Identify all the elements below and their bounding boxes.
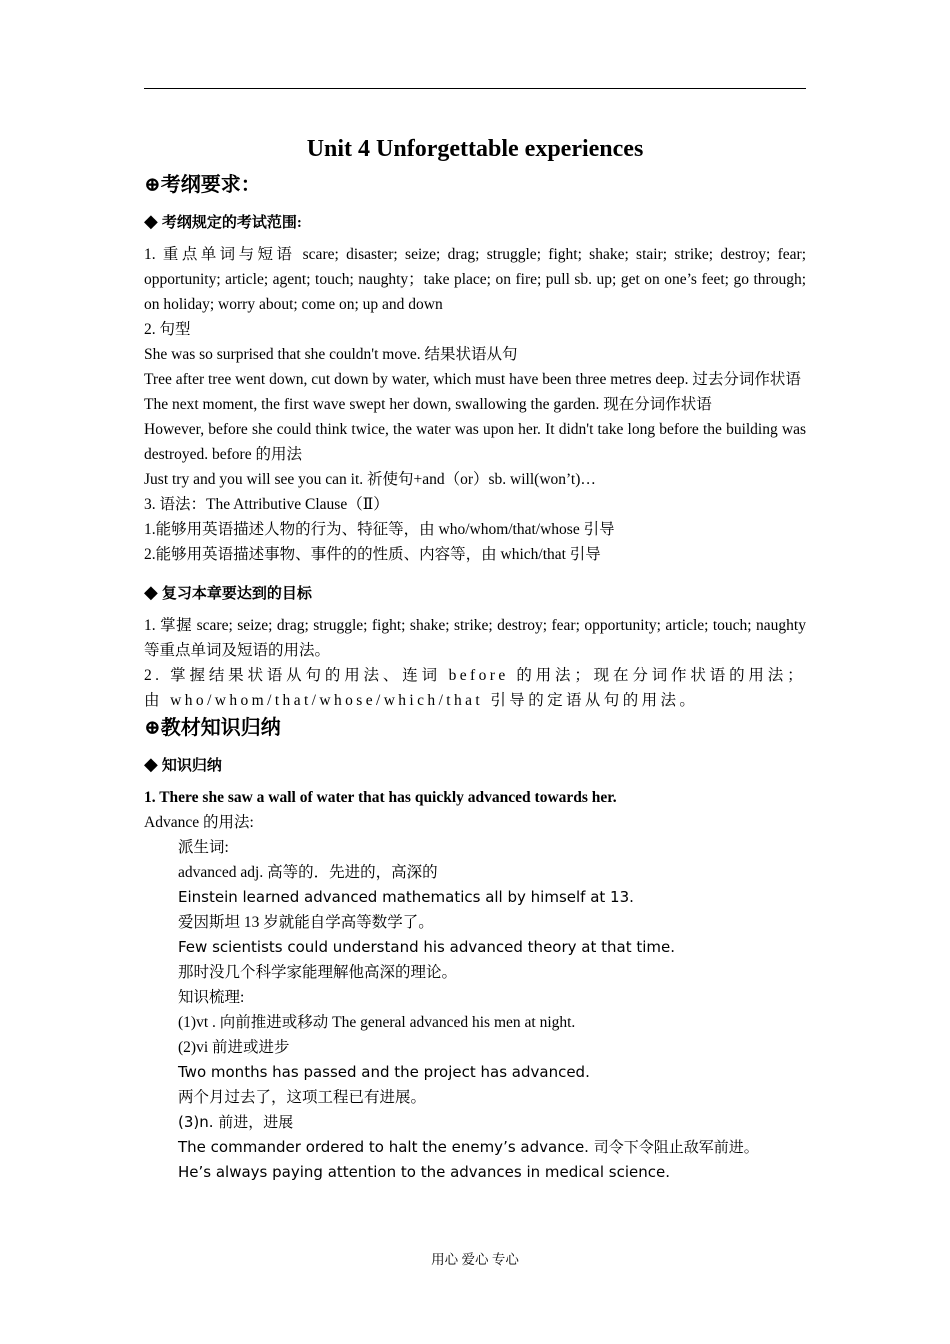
example-sentence: Few scientists could understand his advanced theory at that time. bbox=[178, 938, 676, 956]
paragraph-goal-1: 1. 掌握 scare; seize; drag; struggle; fight; shake; strike; destroy; fear; opportunity; article; touch; naughty 等重点单词及短语的用法。 bbox=[144, 617, 806, 659]
section-heading-textbook-knowledge: ⊕教材知识归纳 bbox=[144, 717, 281, 739]
indented-line: advanced adj. 高等的．先进的，高深的 bbox=[178, 864, 438, 881]
subheading-knowledge-summary bbox=[144, 753, 806, 777]
paragraph-goal-2: 2. 掌握结果状语从句的用法、连词 before 的用法；现在分词作状语的用法；由 who/whom/that/whose/which/that 引导的定语从句的用法。 bbox=[144, 667, 806, 709]
subheading-review-goals bbox=[144, 581, 806, 605]
diamond-bullet-icon: ◆ bbox=[144, 582, 158, 602]
indented-line: (2)vi 前进或进步 bbox=[178, 1039, 290, 1056]
translation-line: 那时没几个科学家能理解他高深的理论。 bbox=[178, 964, 458, 981]
document-content bbox=[144, 132, 806, 1185]
indented-line: 知识梳理: bbox=[178, 989, 245, 1006]
paragraph-line: Tree after tree went down, cut down by water, which must have been three metres deep. 过去分词作状语 bbox=[144, 371, 801, 388]
paragraph-line: Just try and you will see you can it. 祈使句+and（or）sb. will(won’t)… bbox=[144, 471, 596, 488]
indented-line: 派生词: bbox=[178, 839, 229, 856]
paragraph-line: 2.能够用英语描述事物、事件的的性质、内容等，由 which/that 引导 bbox=[144, 546, 601, 563]
example-sentence: He’s always paying attention to the advances in medical science. bbox=[178, 1163, 670, 1181]
subheading-text: 考纲规定的考试范围: bbox=[161, 215, 302, 231]
paragraph-line: However, before she could think twice, the water was upon her. It didn't take long before the building was destroyed. before 的用法 bbox=[144, 421, 806, 463]
item-1-heading: 1. There she saw a wall of water that has quickly advanced towards her. bbox=[144, 789, 617, 806]
indented-line: (3)n. 前进，进展 bbox=[178, 1113, 294, 1131]
section-heading-exam-requirements: ⊕考纲要求： bbox=[144, 174, 261, 196]
subheading-text: 知识归纳 bbox=[161, 758, 222, 774]
paragraph-line: 1.能够用英语描述人物的行为、特征等，由 who/whom/that/whose 引导 bbox=[144, 521, 615, 538]
example-sentence: Two months has passed and the project has advanced. bbox=[178, 1063, 590, 1081]
paragraph-line: She was so surprised that she couldn't move. 结果状语从句 bbox=[144, 346, 518, 363]
page-footer: 用心 爱心 专心 bbox=[431, 1252, 519, 1267]
header-rule bbox=[144, 88, 806, 89]
paragraph-sentence-patterns: 2. 句型 bbox=[144, 321, 191, 338]
paragraph-line: The next moment, the first wave swept her down, swallowing the garden. 现在分词作状语 bbox=[144, 396, 712, 413]
subheading-text: 复习本章要达到的目标 bbox=[161, 586, 312, 602]
subheading-exam-scope bbox=[144, 210, 806, 234]
example-sentence: The commander ordered to halt the enemy’s advance. 司令下令阻止敌军前进。 bbox=[178, 1138, 759, 1156]
indented-line: (1)vt . 向前推进或移动 The general advanced his men at night. bbox=[178, 1014, 576, 1031]
example-sentence: Einstein learned advanced mathematics all by himself at 13. bbox=[178, 888, 634, 906]
paragraph-key-words: 1. 重点单词与短语 scare; disaster; seize; drag; struggle; fight; shake; stair; strike; destroy; fear; opportunity; article; agent; touch; naughty；take place; on fire; pull sb. up; get on one’s feet; go through; on holiday; worry about; come on; up and down bbox=[144, 246, 806, 313]
diamond-bullet-icon: ◆ bbox=[144, 754, 158, 774]
advance-usage-label: Advance 的用法: bbox=[144, 814, 254, 831]
page-title: Unit 4 Unforgettable experiences bbox=[306, 136, 644, 162]
translation-line: 两个月过去了，这项工程已有进展。 bbox=[178, 1089, 427, 1106]
translation-line: 爱因斯坦 13 岁就能自学高等数学了。 bbox=[178, 914, 434, 931]
paragraph-grammar: 3. 语法：The Attributive Clause（Ⅱ） bbox=[144, 496, 389, 513]
diamond-bullet-icon: ◆ bbox=[144, 211, 158, 231]
